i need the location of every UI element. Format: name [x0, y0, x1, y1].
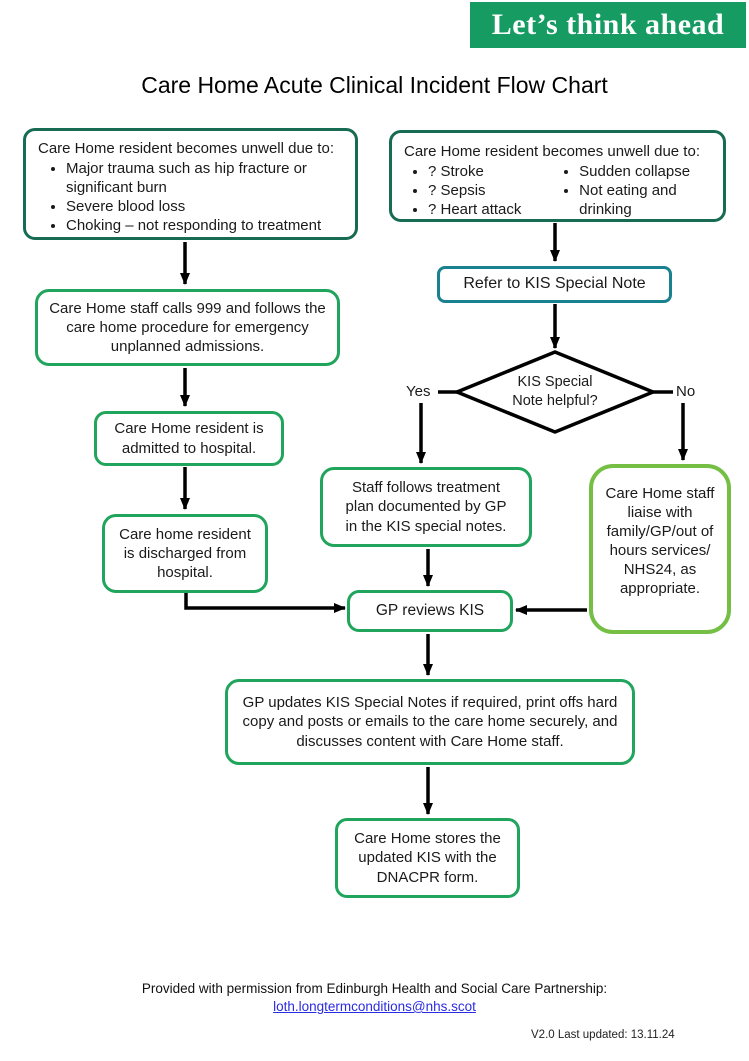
version-text: V2.0 Last updated: 13.11.24 [531, 1029, 675, 1041]
right-causes-bullets-col1 [404, 162, 555, 219]
no-label: No [676, 383, 696, 400]
left-causes-header: Care Home resident becomes unwell due to: [38, 140, 334, 157]
decision-label [495, 373, 615, 411]
right-cause-item: • ? Heart attack [428, 200, 555, 219]
left-causes-box [23, 128, 358, 240]
page-title: Care Home Acute Clinical Incident Flow Chart [141, 72, 608, 98]
left-cause-item: • Severe blood loss [66, 197, 349, 216]
right-causes-box [389, 130, 726, 222]
stores-box: Care Home stores the updated KIS with the DNACPR form. [335, 818, 520, 898]
left-cause-item: • Choking – not responding to treatment [66, 216, 349, 235]
right-causes-columns [404, 161, 717, 219]
left-causes-bullets [38, 159, 349, 235]
banner-label: Let’s think ahead [491, 8, 725, 41]
right-cause-item: • ? Stroke [428, 162, 555, 181]
yes-label: Yes [406, 383, 431, 400]
right-causes-bullets-col2 [555, 162, 717, 219]
email-link[interactable]: loth.longtermconditions@nhs.scot [273, 999, 476, 1014]
gp-reviews-box: GP reviews KIS [347, 590, 513, 632]
right-cause-item: • Sudden collapse [579, 162, 717, 181]
right-cause-item: • ? Sepsis [428, 181, 555, 200]
call-999-box: Care Home staff calls 999 and follows the care home procedure for emergency unplanned admissions. [35, 289, 340, 366]
decision-label-line2: Note helpful? [512, 393, 598, 409]
left-cause-item: • Major trauma such as hip fracture or significant burn [66, 159, 349, 197]
right-causes-header: Care Home resident becomes unwell due to: [404, 143, 700, 160]
right-cause-item: • Not eating and drinking [579, 181, 717, 219]
refer-kis-box: Refer to KIS Special Note [437, 266, 672, 303]
footer-credit: Provided with permission from Edinburgh Health and Social Care Partnership: [141, 981, 608, 996]
discharged-box: Care home resident is discharged from hospital. [102, 514, 268, 593]
arrow-discharged-to-gp-reviews [186, 592, 345, 608]
gp-updates-box: GP updates KIS Special Notes if required, print offs hard copy and posts or emails to the care home securely, and discusses content with Care Home staff. [225, 679, 635, 765]
liaise-box: Care Home staff liaise with family/GP/out of hours services/ NHS24, as appropriate. [589, 464, 731, 634]
admitted-box: Care Home resident is admitted to hospital. [94, 411, 284, 466]
staff-follows-box: Staff follows treatment plan documented by GP in the KIS special notes. [320, 467, 532, 547]
decision-label-line1: KIS Special [517, 374, 593, 390]
